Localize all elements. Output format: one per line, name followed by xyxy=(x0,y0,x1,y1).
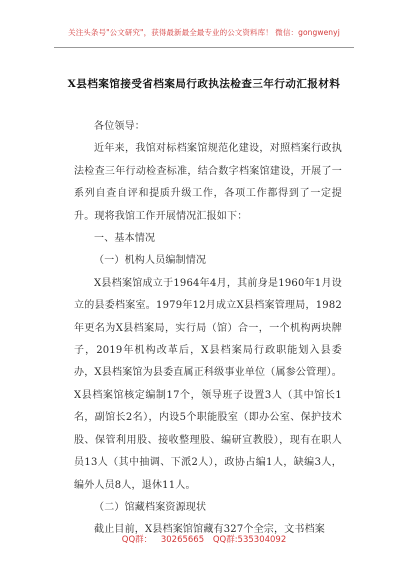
intro-paragraph: 近年来，我馆对标档案馆规范化建设，对照档案行政执法检查三年行动检查标准，结合数字档案馆建设，开展了一系列自查自评和提质升级工作，各项工作都得到了一定提升。现将我馆工作开展情况汇报如下： xyxy=(74,143,342,222)
salutation: 各位领导： xyxy=(94,121,145,132)
document-body xyxy=(74,116,342,542)
document-title: X县档案馆接受省档案局行政执法检查三年行动汇报材料 xyxy=(67,78,341,90)
holdings-paragraph: 截止目前，X县档案馆馆藏有327个全宗，文书档案 xyxy=(94,524,326,536)
section-heading-basic: 一、基本情况 xyxy=(94,233,156,245)
header-promo-note: 关注头条号"公文研究"，获得最新最全最专业的公文资料库！ 微信：gongwenyj xyxy=(68,28,340,37)
header-divider xyxy=(54,47,354,48)
subsection-heading-holdings: （二）馆藏档案资源现状 xyxy=(94,501,207,513)
subsection-heading-staffing: （一）机构人员编制情况 xyxy=(94,255,207,267)
staffing-paragraph: X县档案馆成立于1964年4月，其前身是1960年1月设立的县委档案室。1979年12月成立X县档案管理局，1982年更名为X县档案局，实行局（馆）合一，一个机构两块牌子，2019年机构改革后，X县档案局行政职能划入县委办，X县档案馆为县委直属正科级事业单位（属参公管理）。X县档案馆核定编制17个，领导班子设置3人（其中馆长1名，副馆长2名），内设5个职能股室（即办公室、保护技术股、保管利用股、接收整理股、编研宣教股），现有在职人员13人（其中抽调、下派2人），政协占编1人，缺编3人，编外人员8人，退休11人。 xyxy=(74,277,342,491)
footer-qq-groups: QQ群： 30265665 QQ群:535304092 xyxy=(121,535,287,545)
